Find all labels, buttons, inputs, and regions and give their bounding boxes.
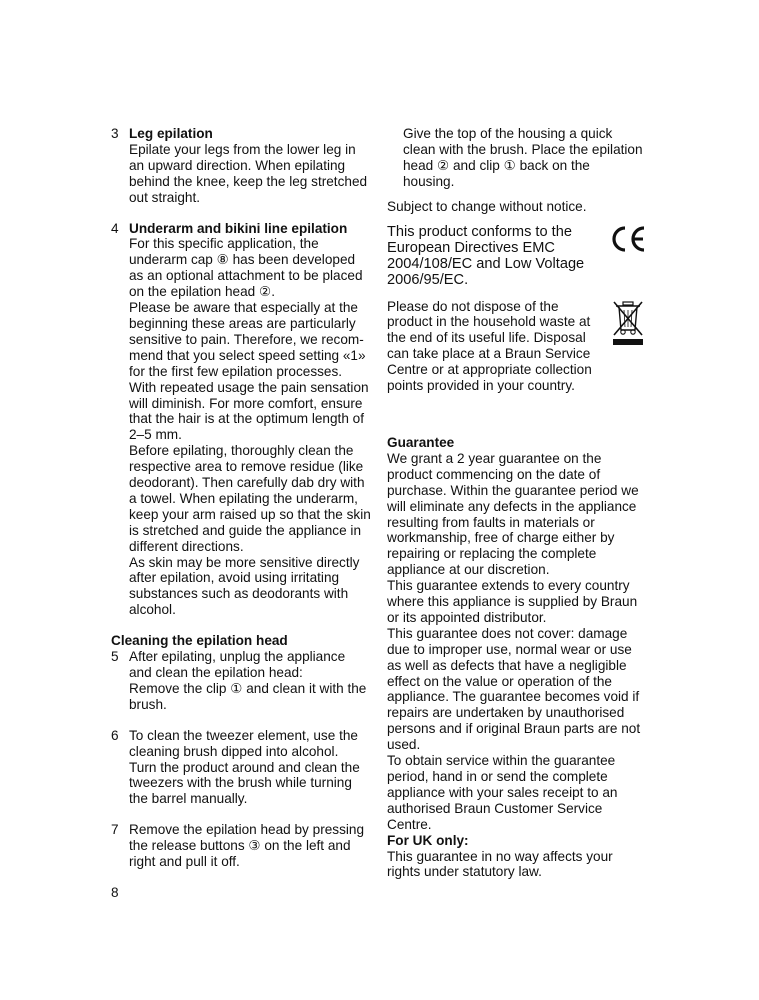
- text-line: deodorant). Then carefully dab dry with: [129, 475, 365, 491]
- text-line: This guarantee in no way affects your: [387, 848, 613, 864]
- text-line: 2006/95/EC.: [387, 271, 469, 288]
- text-line: brush.: [129, 696, 167, 712]
- text-line: where this appliance is supplied by Braun: [387, 594, 638, 610]
- text-line: right and pull it off.: [129, 854, 240, 870]
- cleaning-step-6: [111, 728, 373, 808]
- section-underarm-bikini: [111, 221, 373, 619]
- text-line: out straight.: [129, 189, 201, 205]
- text-line: Please do not dispose of the: [387, 298, 559, 314]
- step-number: 5: [111, 649, 119, 665]
- text-line: underarm cap ⑧ has been developed: [129, 252, 356, 268]
- text-line: behind the knee, keep the leg stretched: [129, 173, 368, 189]
- text-line: Centre or at appropriate collection: [387, 362, 592, 378]
- text-line: Remove the epilation head by pressing: [129, 822, 365, 838]
- text-line: the end of its useful life. Disposal: [387, 330, 586, 346]
- text-line: rights under statutory law.: [387, 864, 542, 880]
- text-line: Turn the product around and clean the: [129, 759, 360, 775]
- text-line: repairs are undertaken by unauthorised: [387, 705, 625, 721]
- crossed-out-bin-icon: [609, 299, 647, 347]
- text-line: can take place at a Braun Service: [387, 346, 591, 362]
- text-line: Centre.: [387, 816, 432, 832]
- cleaning-step-7: [111, 822, 373, 870]
- text-line: workmanship, free of charge either by: [387, 530, 615, 546]
- page-number: 8: [111, 885, 119, 900]
- text-line: the barrel manually.: [129, 791, 248, 807]
- text-line: product commencing on the date of: [387, 466, 601, 482]
- text-line: This product conforms to the: [387, 223, 572, 240]
- text-line: is stretched and guide the appliance in: [129, 522, 362, 538]
- text-line: points provided in your country.: [387, 378, 575, 394]
- cleaning-heading: Cleaning the epilation head: [111, 633, 288, 649]
- text-line: persons and if original Braun parts are not: [387, 721, 641, 737]
- text-line: 2004/108/EC and Low Voltage: [387, 255, 585, 272]
- text-line: will eliminate any defects in the appliance: [387, 498, 637, 514]
- text-line: sensitive to pain. Therefore, we recom-: [129, 331, 364, 347]
- text-line: With repeated usage the pain sensation: [129, 379, 369, 395]
- text-line: This guarantee does not cover: damage: [387, 625, 628, 641]
- cleaning-continuation: [387, 126, 649, 190]
- text-line: European Directives EMC: [387, 239, 555, 256]
- text-line: that the hair is at the optimum length of: [129, 411, 365, 427]
- text-line: due to improper use, normal wear or use: [387, 641, 632, 657]
- text-line: respective area to remove residue (like: [129, 459, 364, 475]
- text-line: Remove the clip ① and clean it with the: [129, 680, 367, 696]
- text-line: This guarantee extends to every country: [387, 578, 630, 594]
- text-line: repairing or replacing the complete: [387, 546, 597, 562]
- section-number: 3: [111, 126, 119, 141]
- step-number: 6: [111, 727, 119, 743]
- text-line: clean with the brush. Place the epilation: [403, 141, 643, 157]
- text-line: a towel. When epilating the underarm,: [129, 490, 358, 506]
- text-line: mend that you select speed setting «1»: [129, 347, 366, 363]
- text-line: after epilation, avoid using irritating: [129, 570, 340, 586]
- text-line: appliance with your sales receipt to an: [387, 784, 618, 800]
- text-line: housing.: [403, 173, 455, 189]
- text-line: product in the household waste at: [387, 314, 591, 330]
- text-line: appliance at our discretion.: [387, 562, 550, 578]
- section-leg-epilation: [111, 126, 373, 206]
- uk-heading: For UK only:: [387, 832, 469, 848]
- text-line: for the first few epilation processes.: [129, 363, 343, 379]
- text-line: To obtain service within the guarantee: [387, 753, 616, 769]
- text-line: as an optional attachment to be placed: [129, 268, 363, 284]
- guarantee-text: [387, 451, 649, 833]
- text-line: effect on the value or operation of the: [387, 673, 612, 689]
- text-line: resulting from faults in materials or: [387, 514, 595, 530]
- text-line: keep your arm raised up so that the skin: [129, 506, 371, 522]
- text-line: period, hand in or send the complete: [387, 769, 608, 784]
- text-line: the release buttons ③ on the left and: [129, 838, 351, 854]
- left-column: [111, 126, 373, 870]
- text-line: different directions.: [129, 538, 244, 554]
- ce-mark-icon: [610, 224, 648, 254]
- section-number: 4: [111, 220, 119, 236]
- conformity-block: [387, 224, 649, 288]
- text-line: on the epilation head ②.: [129, 284, 275, 300]
- text-line: tweezers with the brush while turning: [129, 775, 352, 791]
- text-line: alcohol.: [129, 602, 176, 618]
- text-line: cleaning brush dipped into alcohol.: [129, 743, 339, 759]
- section-heading: Leg epilation: [129, 126, 213, 141]
- text-line: head ② and clip ① back on the: [403, 157, 590, 173]
- text-line: appliance. The guarantee becomes void if: [387, 689, 640, 705]
- cleaning-step-5: [111, 649, 373, 713]
- section-heading: Underarm and bikini line epilation: [129, 220, 348, 236]
- text-line: or its appointed distributor.: [387, 609, 547, 625]
- text-line: will diminish. For more comfort, ensure: [129, 395, 363, 411]
- text-line: authorised Braun Customer Service: [387, 800, 603, 816]
- text-line: 2–5 mm.: [129, 427, 182, 443]
- text-line: After epilating, unplug the appliance: [129, 649, 346, 665]
- text-line: To clean the tweezer element, use the: [129, 727, 358, 743]
- text-line: as well as defects that have a negligible: [387, 657, 627, 673]
- text-line: an upward direction. When epilating: [129, 157, 346, 173]
- text-line: As skin may be more sensitive directly: [129, 554, 360, 570]
- guarantee-heading: Guarantee: [387, 434, 455, 450]
- text-line: Before epilating, thoroughly clean the: [129, 443, 354, 459]
- step-number: 7: [111, 822, 119, 838]
- text-line: Epilate your legs from the lower leg in: [129, 141, 356, 157]
- text-line: purchase. Within the guarantee period we: [387, 482, 639, 498]
- text-line: used.: [387, 737, 421, 753]
- text-line: Give the top of the housing a quick: [403, 126, 613, 141]
- disposal-block: [387, 299, 649, 394]
- right-column: [387, 126, 649, 880]
- text-line: and clean the epilation head:: [129, 665, 303, 680]
- text-line: For this specific application, the: [129, 236, 319, 252]
- text-line: beginning these areas are particularly: [129, 315, 356, 331]
- text-line: We grant a 2 year guarantee on the: [387, 450, 602, 466]
- text-line: substances such as deodorants with: [129, 586, 349, 602]
- text-line: Please be aware that especially at the: [129, 300, 358, 316]
- subject-notice: Subject to change without notice.: [387, 198, 587, 214]
